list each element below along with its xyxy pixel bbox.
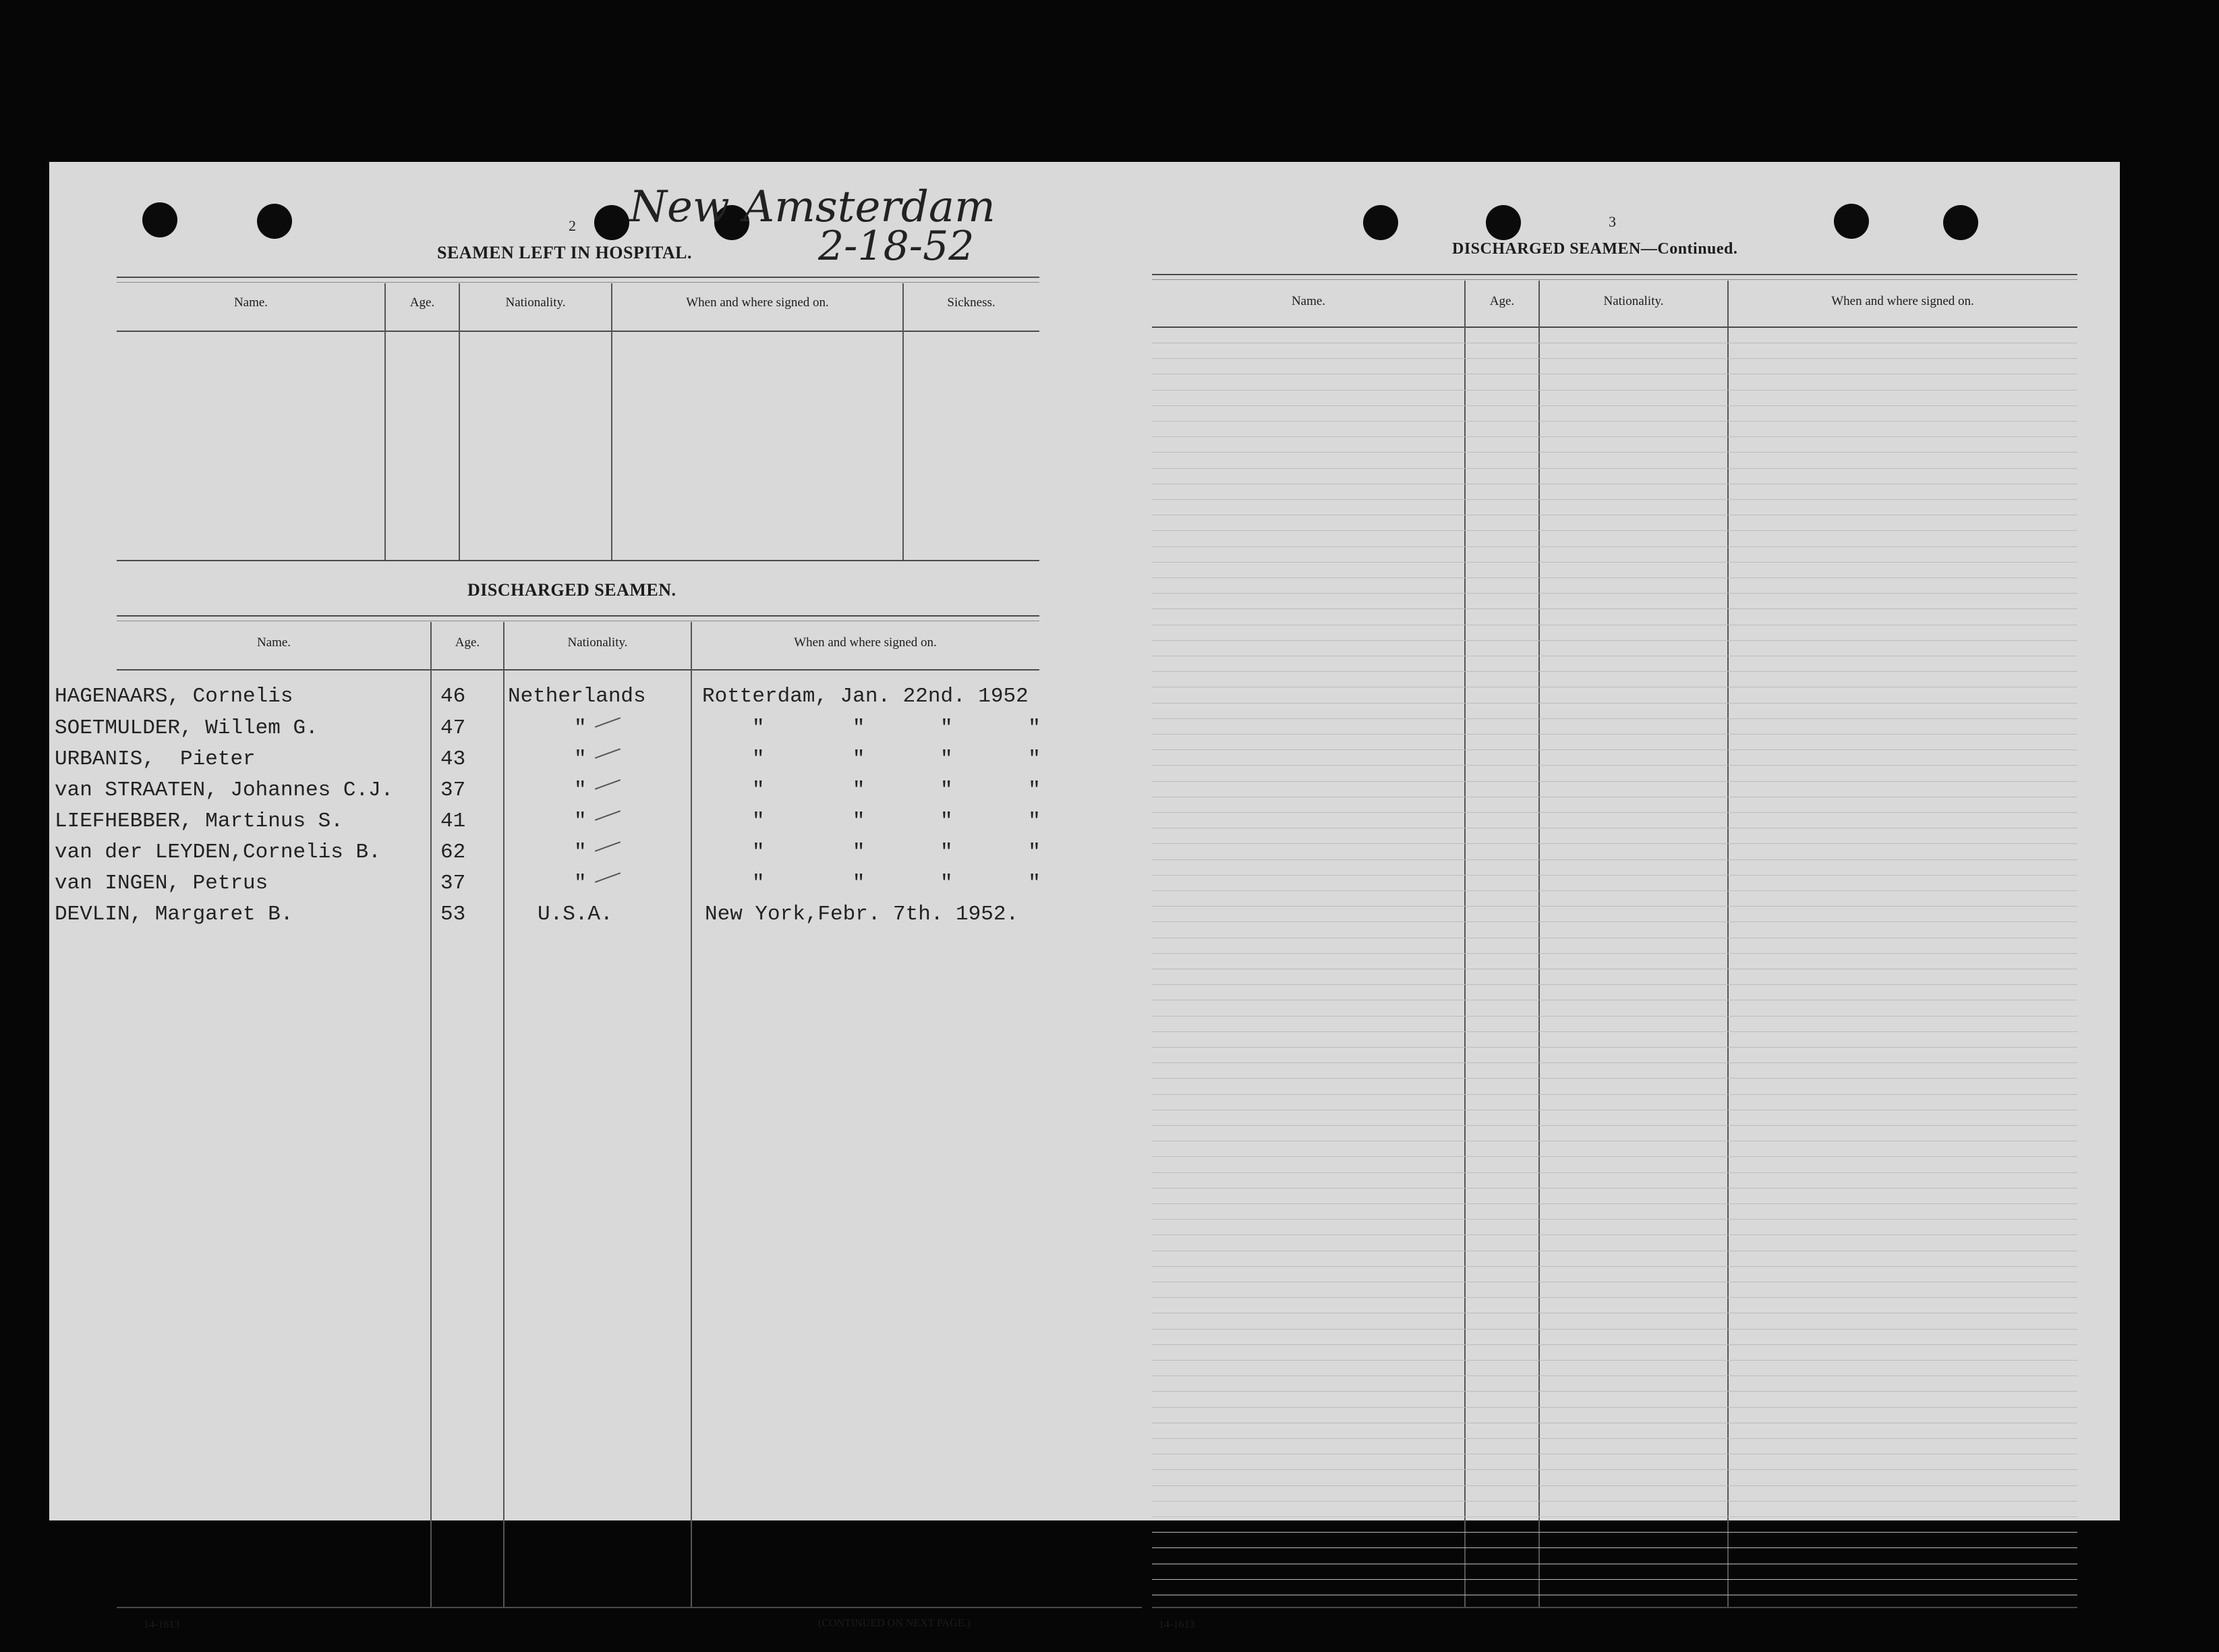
ruled-line	[1152, 1579, 2077, 1580]
ruled-line	[1152, 577, 2077, 578]
ruled-line	[1152, 765, 2077, 766]
ruled-line	[1152, 436, 2077, 437]
seaman-age: 62	[440, 841, 466, 864]
right-header-signed-on: When and where signed on.	[1831, 294, 1974, 308]
seaman-nationality: "	[574, 778, 587, 802]
ruled-line	[1152, 1501, 2077, 1502]
left-form-number: 14-1613	[144, 1619, 180, 1630]
ruled-line	[1152, 1234, 2077, 1235]
seaman-signed-on: Rotterdam, Jan. 22nd. 1952	[702, 685, 1029, 708]
discharged-header-age: Age.	[455, 635, 480, 650]
manifest-sheet	[49, 162, 2120, 1630]
seaman-age: 43	[440, 747, 466, 771]
ruled-line	[1152, 1062, 2077, 1063]
ruled-line	[1152, 906, 2077, 907]
ruled-line	[1152, 608, 2077, 609]
seaman-name: van der LEYDEN,Cornelis B.	[55, 841, 381, 864]
ruled-line	[1152, 1219, 2077, 1220]
punch-hole	[1486, 205, 1521, 240]
ruled-line	[1152, 1094, 2077, 1095]
handwritten-date: 2-18-52	[818, 223, 975, 270]
check-mark	[595, 810, 621, 821]
seaman-signed-on: " " " "	[752, 716, 1041, 740]
ruled-line	[1152, 421, 2077, 422]
ruled-line	[1152, 562, 2077, 563]
ruled-line	[1152, 358, 2077, 359]
seaman-nationality: "	[574, 841, 587, 864]
seaman-name: URBANIS, Pieter	[55, 747, 256, 771]
discharged-header-name: Name.	[256, 635, 291, 650]
right-header-age: Age.	[1489, 294, 1515, 308]
hospital-section-title: SEAMEN LEFT IN HOSPITAL.	[437, 243, 693, 262]
ruled-line	[1152, 1375, 2077, 1376]
discharged-header-nationality: Nationality.	[567, 635, 628, 650]
seaman-signed-on: New York,Febr. 7th. 1952.	[705, 903, 1019, 926]
continued-note: (CONTINUED ON NEXT PAGE.)	[818, 1618, 971, 1629]
ruled-line	[1152, 1469, 2077, 1470]
ruled-line	[1152, 1391, 2077, 1392]
ruled-line	[1152, 953, 2077, 954]
seaman-signed-on: " " " "	[752, 809, 1041, 833]
seaman-nationality: "	[574, 716, 587, 740]
seaman-nationality: "	[574, 747, 587, 771]
ruled-line	[1152, 546, 2077, 547]
ruled-line	[1152, 703, 2077, 704]
seaman-nationality: "	[574, 809, 587, 833]
seaman-signed-on: " " " "	[752, 872, 1041, 895]
right-header-nationality: Nationality.	[1603, 294, 1664, 308]
ruled-line	[1152, 1344, 2077, 1345]
right-page-number: 3	[1609, 213, 1616, 230]
ruled-line	[1152, 781, 2077, 782]
ruled-line	[1152, 1172, 2077, 1173]
seaman-signed-on: " " " "	[752, 841, 1041, 864]
ruled-line	[1152, 875, 2077, 876]
ruled-line	[1152, 405, 2077, 406]
seaman-name: van INGEN, Petrus	[55, 872, 268, 895]
hospital-header-name: Name.	[233, 295, 268, 310]
ruled-line	[1152, 1266, 2077, 1267]
ruled-line	[1152, 640, 2077, 641]
ruled-line	[1152, 984, 2077, 985]
ruled-line	[1152, 843, 2077, 844]
ruled-line	[1152, 1156, 2077, 1157]
ruled-line	[1152, 921, 2077, 922]
handwritten-ship-name: New Amsterdam	[629, 182, 996, 232]
seaman-age: 37	[440, 778, 466, 802]
ruled-line	[1152, 1516, 2077, 1517]
hospital-header-signed-on: When and where signed on.	[686, 295, 829, 310]
check-mark	[595, 841, 621, 852]
ruled-line	[1152, 1360, 2077, 1361]
hospital-header-sickness: Sickness.	[947, 295, 996, 310]
punch-hole	[257, 204, 292, 239]
right-header-name: Name.	[1291, 294, 1326, 308]
ruled-line	[1152, 859, 2077, 860]
ruled-line	[1152, 1329, 2077, 1330]
seaman-nationality: Netherlands	[508, 685, 646, 708]
seaman-name: DEVLIN, Margaret B.	[55, 903, 293, 926]
seaman-age: 53	[440, 903, 466, 926]
ruled-line	[1152, 1532, 2077, 1533]
hospital-header-age: Age.	[409, 295, 435, 310]
seaman-nationality: U.S.A.	[538, 903, 613, 926]
left-page-number: 2	[569, 217, 576, 234]
right-form-number: 14-1613	[1159, 1619, 1195, 1630]
right-section-title: DISCHARGED SEAMEN—Continued.	[1452, 240, 1738, 258]
seaman-signed-on: " " " "	[752, 747, 1041, 771]
ruled-line	[1152, 530, 2077, 531]
ruled-line	[1152, 1203, 2077, 1204]
seaman-age: 47	[440, 716, 466, 740]
discharged-header-signed-on: When and where signed on.	[794, 635, 937, 650]
seaman-name: HAGENAARS, Cornelis	[55, 685, 293, 708]
ruled-line	[1152, 734, 2077, 735]
seaman-nationality: "	[574, 872, 587, 895]
punch-hole	[1943, 205, 1978, 240]
ruled-line	[1152, 671, 2077, 672]
check-mark	[595, 748, 621, 759]
ruled-line	[1152, 1297, 2077, 1298]
punch-hole	[1363, 205, 1398, 240]
ruled-line	[1152, 593, 2077, 594]
ruled-line	[1152, 890, 2077, 891]
ruled-line	[1152, 812, 2077, 813]
ruled-line	[1152, 1485, 2077, 1486]
seaman-age: 41	[440, 809, 466, 833]
ruled-line	[1152, 1078, 2077, 1079]
ruled-line	[1152, 1016, 2077, 1017]
seaman-name: SOETMULDER, Willem G.	[55, 716, 318, 740]
ruled-line	[1152, 1407, 2077, 1408]
check-mark	[595, 779, 621, 790]
seaman-age: 46	[440, 685, 466, 708]
ruled-line	[1152, 468, 2077, 469]
discharged-section-title: DISCHARGED SEAMEN.	[467, 580, 676, 600]
seaman-name: LIEFHEBBER, Martinus S.	[55, 809, 343, 833]
ruled-line	[1152, 499, 2077, 500]
seaman-signed-on: " " " "	[752, 778, 1041, 802]
ruled-line	[1152, 749, 2077, 750]
ruled-line	[1152, 1125, 2077, 1126]
seaman-name: van STRAATEN, Johannes C.J.	[55, 778, 394, 802]
ruled-line	[1152, 1438, 2077, 1439]
seaman-age: 37	[440, 872, 466, 895]
ruled-line	[1152, 1547, 2077, 1548]
punch-hole	[142, 202, 177, 237]
punch-hole	[594, 205, 629, 240]
hospital-header-nationality: Nationality.	[505, 295, 566, 310]
hospital-top-rule	[117, 277, 1039, 278]
ruled-line	[1152, 718, 2077, 719]
ruled-line	[1152, 1047, 2077, 1048]
check-mark	[595, 717, 621, 728]
ruled-line	[1152, 390, 2077, 391]
punch-hole	[1834, 204, 1869, 239]
check-mark	[595, 872, 621, 883]
ruled-line	[1152, 1031, 2077, 1032]
ruled-line	[1152, 452, 2077, 453]
ruled-line	[1152, 1188, 2077, 1189]
